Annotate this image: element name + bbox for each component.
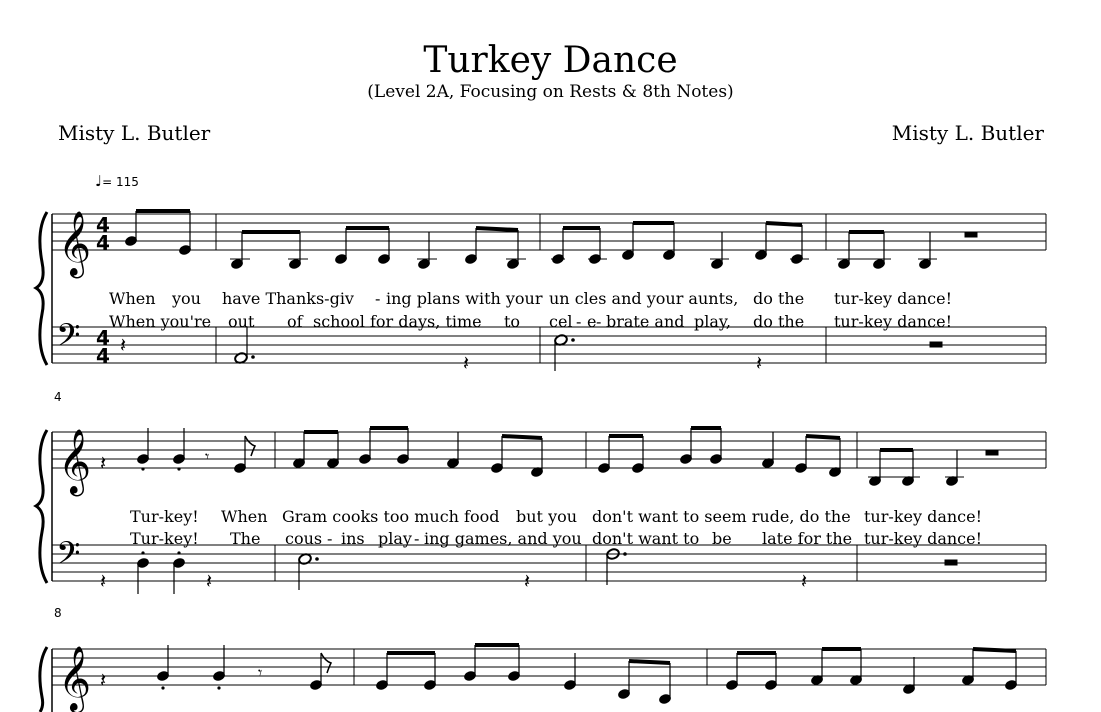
lyric: cous (285, 529, 323, 548)
time-signature-top: 4 (96, 213, 110, 237)
lyric: to (504, 312, 521, 331)
notes-system-2 (100, 428, 998, 487)
composer-left: Misty L. Butler (58, 121, 211, 145)
lyric: Tur-key! (130, 529, 199, 548)
whole-rest (930, 342, 942, 347)
quarter-rest: 𝄽 (100, 569, 107, 593)
lyric: - (596, 312, 602, 331)
quarter-rest: 𝄽 (100, 451, 107, 475)
system-brackets (36, 212, 52, 712)
lyric: do the (753, 289, 805, 308)
notes-system-1 (124, 211, 977, 270)
treble-clef-icon: 𝄞 (58, 211, 92, 276)
lyric: - (375, 289, 381, 308)
lyric: The (230, 529, 261, 548)
quarter-rest: 𝄽 (756, 351, 763, 375)
composer-right: Misty L. Butler (891, 121, 1044, 145)
lyric: tur-key dance! (834, 312, 953, 331)
quarter-rest: 𝄽 (206, 569, 213, 593)
lyric: do the (753, 312, 805, 331)
treble-clef-icon: 𝄞 (58, 429, 92, 494)
lyric: have Thanks-giv (222, 289, 354, 308)
score-subtitle: (Level 2A, Focusing on Rests & 8th Notes) (367, 82, 734, 102)
treble-clef-icon: 𝄞 (58, 646, 92, 711)
lyric: ing games, and you (424, 529, 582, 548)
lyric: don't want to (592, 529, 700, 548)
lyric: - (327, 529, 333, 548)
lyric: out (228, 312, 255, 331)
quarter-rest: 𝄽 (801, 569, 808, 593)
lyric: school for days, time (313, 312, 482, 331)
half-rest (986, 450, 998, 455)
lyric: brate and (606, 312, 685, 331)
lyric: e (587, 312, 597, 331)
notes-system-3 (100, 645, 1018, 705)
bass-system-2 (100, 548, 957, 594)
lyric: play, (694, 312, 731, 331)
lyric: late for the (762, 529, 853, 548)
lyric: Gram cooks too much food (282, 507, 500, 526)
lyric: ins (341, 529, 365, 548)
quarter-rest: 𝄽 (524, 569, 531, 593)
lyric: but you (516, 507, 578, 526)
bass-clef-icon: 𝄢 (56, 535, 81, 579)
lyric: you (172, 289, 201, 308)
tempo-value: = 115 (102, 175, 139, 189)
note-group (551, 223, 809, 270)
half-rest (965, 232, 977, 237)
score-title: Turkey Dance (423, 40, 678, 81)
lyric: ing plans with your (386, 289, 543, 308)
quarter-rest: 𝄽 (100, 668, 107, 692)
lyric: un cles and your aunts, (549, 289, 739, 308)
bass-clef-icon: 𝄢 (56, 317, 81, 361)
lyric: tur-key dance! (834, 289, 953, 308)
lyric: Tur-key! (130, 507, 199, 526)
lyric: When (109, 289, 156, 308)
lyric: don't want to seem rude, do the (592, 507, 851, 526)
quarter-rest: 𝄽 (463, 351, 470, 375)
time-signature-bottom: 4 (96, 231, 110, 255)
eighth-rest: 𝄾 (205, 447, 210, 466)
lyric: of (287, 312, 303, 331)
quarter-rest: 𝄽 (120, 333, 127, 357)
lyric: play (378, 529, 412, 548)
note-group (230, 228, 526, 270)
lyric: - (576, 312, 582, 331)
time-signature-bottom: 4 (96, 344, 110, 368)
time-signature-top: 4 (96, 326, 110, 350)
measure-number-4: 4 (54, 390, 62, 404)
measure-number-8: 8 (54, 606, 62, 620)
lyric: When you're (109, 312, 212, 331)
note-group (837, 232, 977, 270)
lyric: tur-key dance! (864, 529, 983, 548)
lyric: be (712, 529, 732, 548)
lyric: tur-key dance! (864, 507, 983, 526)
lyric: cel (549, 312, 573, 331)
lyric: When (221, 507, 268, 526)
whole-rest (945, 560, 957, 565)
eighth-rest: 𝄾 (258, 663, 263, 682)
lyric: - (414, 529, 420, 548)
quarter-note-icon: ♩ (95, 172, 103, 190)
bass-system-1 (120, 327, 942, 375)
